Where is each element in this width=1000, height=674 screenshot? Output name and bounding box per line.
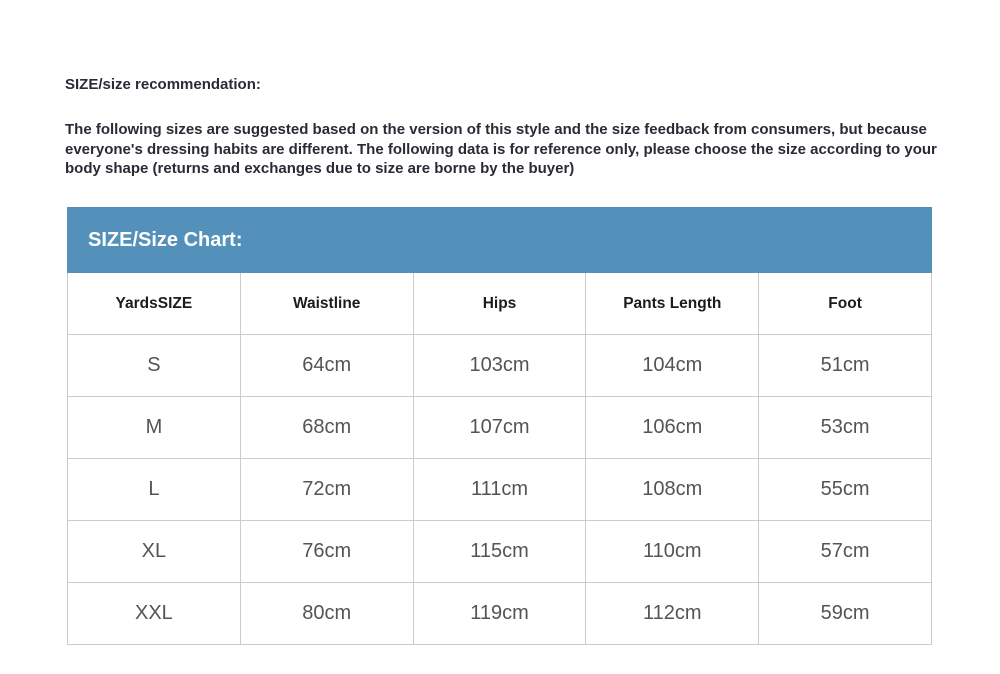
- cell-hips: 103cm: [413, 335, 586, 397]
- cell-foot: 53cm: [759, 397, 932, 459]
- table-row: [68, 335, 932, 397]
- cell-foot: 59cm: [759, 583, 932, 645]
- cell-waistline: 64cm: [240, 335, 413, 397]
- column-header-waistline: Waistline: [240, 273, 413, 335]
- size-advice-paragraph: The following sizes are suggested based on the version of this style and the size feedback from consumers, but because everyone's dressing habits are different. The following data is for reference only, please choose the size according to your body shape (returns and exchanges due to size are borne by the buyer): [65, 121, 937, 177]
- cell-pants-length: 104cm: [586, 335, 759, 397]
- size-chart-title: SIZE/Size Chart:: [88, 228, 243, 251]
- cell-size: XL: [68, 521, 241, 583]
- cell-size: L: [68, 459, 241, 521]
- table-row: [68, 397, 932, 459]
- cell-foot: 57cm: [759, 521, 932, 583]
- column-header-pants-length: Pants Length: [586, 273, 759, 335]
- cell-pants-length: 110cm: [586, 521, 759, 583]
- cell-foot: 51cm: [759, 335, 932, 397]
- cell-pants-length: 106cm: [586, 397, 759, 459]
- size-chart-table: [67, 273, 932, 645]
- cell-size: M: [68, 397, 241, 459]
- cell-size: S: [68, 335, 241, 397]
- size-chart-title-bar: [67, 207, 932, 273]
- cell-hips: 107cm: [413, 397, 586, 459]
- cell-waistline: 68cm: [240, 397, 413, 459]
- cell-waistline: 72cm: [240, 459, 413, 521]
- table-row: [68, 583, 932, 645]
- cell-hips: 111cm: [413, 459, 586, 521]
- column-header-foot: Foot: [759, 273, 932, 335]
- cell-foot: 55cm: [759, 459, 932, 521]
- cell-waistline: 80cm: [240, 583, 413, 645]
- cell-hips: 115cm: [413, 521, 586, 583]
- table-row: [68, 521, 932, 583]
- cell-pants-length: 112cm: [586, 583, 759, 645]
- table-header-row: [68, 273, 932, 335]
- section-heading: SIZE/size recommendation:: [65, 76, 261, 93]
- column-header-yardssize: YardsSIZE: [68, 273, 241, 335]
- cell-hips: 119cm: [413, 583, 586, 645]
- cell-pants-length: 108cm: [586, 459, 759, 521]
- cell-size: XXL: [68, 583, 241, 645]
- table-row: [68, 459, 932, 521]
- column-header-hips: Hips: [413, 273, 586, 335]
- cell-waistline: 76cm: [240, 521, 413, 583]
